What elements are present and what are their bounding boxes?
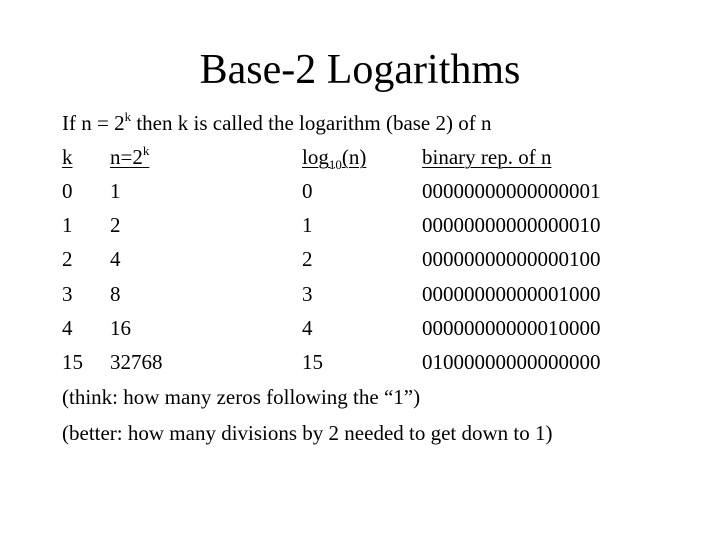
intro-suffix: then k is called the logarithm (base 2) of n [131, 111, 492, 135]
cell-log: 4 [302, 316, 313, 340]
cell-k: 0 [62, 179, 73, 203]
cell-n: 4 [110, 247, 121, 271]
header-k: k [62, 145, 73, 169]
intro-superscript: k [124, 109, 132, 124]
note-better: (better: how many divisions by 2 needed to get down to 1) [62, 421, 553, 445]
header-log-arg: (n) [341, 145, 367, 169]
table-row [0, 246, 720, 276]
header-n-base: n=2 [110, 145, 143, 169]
cell-binary: 00000000000000001 [422, 179, 601, 203]
intro-prefix: If n = 2 [62, 111, 125, 135]
cell-binary: 01000000000000000 [422, 350, 601, 374]
intro-line [62, 110, 492, 136]
cell-log: 0 [302, 179, 313, 203]
header-n-sup: k [142, 143, 150, 158]
header-log [302, 144, 367, 173]
table-row [0, 315, 720, 345]
table-header-row [0, 144, 720, 174]
cell-log: 1 [302, 213, 313, 237]
cell-n: 16 [110, 316, 131, 340]
cell-log: 3 [302, 282, 313, 306]
cell-n: 32768 [110, 350, 163, 374]
header-log-base: log [302, 145, 329, 169]
table-row [0, 212, 720, 242]
cell-log: 2 [302, 247, 313, 271]
header-binary: binary rep. of n [422, 145, 552, 169]
cell-n: 1 [110, 179, 121, 203]
cell-binary: 00000000000000010 [422, 213, 601, 237]
table-row [0, 349, 720, 379]
table-row [0, 281, 720, 311]
cell-k: 15 [62, 350, 83, 374]
header-n [110, 144, 149, 170]
cell-n: 8 [110, 282, 121, 306]
cell-binary: 00000000000001000 [422, 282, 601, 306]
slide-title: Base-2 Logarithms [199, 47, 521, 93]
table-row [0, 178, 720, 208]
cell-binary: 00000000000010000 [422, 316, 601, 340]
cell-k: 1 [62, 213, 73, 237]
header-log-sub: 10 [328, 157, 342, 173]
note-think: (think: how many zeros following the “1”) [62, 385, 421, 409]
cell-k: 3 [62, 282, 73, 306]
cell-binary: 00000000000000100 [422, 247, 601, 271]
cell-n: 2 [110, 213, 121, 237]
cell-log: 15 [302, 350, 323, 374]
cell-k: 4 [62, 316, 73, 340]
cell-k: 2 [62, 247, 73, 271]
